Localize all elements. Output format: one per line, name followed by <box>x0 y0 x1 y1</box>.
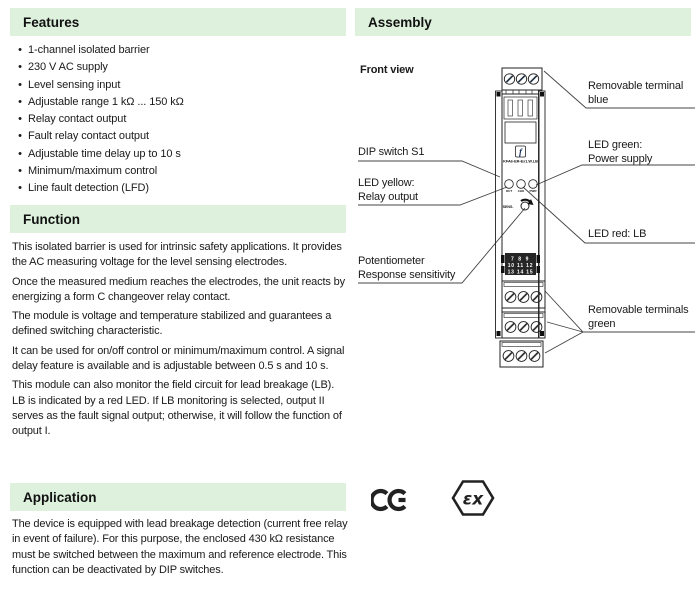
callout-terminals-green-1 <box>545 291 695 332</box>
led-label-out: OUT <box>505 189 513 193</box>
callout-terminals-green-2 <box>547 322 583 332</box>
function-paragraph: This isolated barrier is used for intrinsic safety applications. It provides the AC measuring voltage for the level sensing electrodes. <box>12 241 342 269</box>
feature-item <box>12 146 344 163</box>
collar-slot <box>528 100 533 116</box>
led-green-label-line1: LED green: <box>588 139 643 151</box>
screw-slot <box>531 353 538 360</box>
led-red-icon <box>517 180 526 189</box>
feature-text: • Line fault detection (LFD) <box>28 182 149 195</box>
led-yellow-label-line1: LED yellow: <box>358 177 415 189</box>
application-title: Application <box>23 489 97 505</box>
function-title: Function <box>23 211 80 227</box>
assembly-diagram <box>355 55 695 445</box>
feature-item <box>12 128 344 145</box>
terminal-blue-label-line1: Removable terminal <box>588 80 684 92</box>
feature-item <box>12 77 344 94</box>
application-header <box>10 483 346 511</box>
feature-item <box>12 94 344 111</box>
terminal-number-label <box>501 253 540 276</box>
device-model: KFA6-ER-Ex1.W.LB <box>503 159 538 164</box>
dip-switch-s1 <box>505 122 536 143</box>
feature-text: • Minimum/maximum control <box>28 165 158 178</box>
feature-text: • Fault relay contact output <box>28 130 149 143</box>
led-label-chk: CHK <box>517 189 525 193</box>
function-paragraph: Once the measured medium reaches the electrodes, the unit reacts by energizing a form C changeover relay contact. <box>12 275 345 303</box>
dip-row-2: 4 5 6 <box>508 136 533 142</box>
function-paragraph: The module is voltage and temperature stabilized and guarantees a defined switching characteristic. <box>12 310 332 338</box>
green-terminal-block-3 <box>500 341 543 367</box>
potentiometer-label-line2: Response sensitivity <box>358 268 456 281</box>
features-header <box>10 8 346 36</box>
feature-item <box>12 59 344 76</box>
led-yellow-icon <box>505 180 514 189</box>
feature-text: • 230 V AC supply <box>28 61 108 74</box>
screw-slot <box>518 353 525 360</box>
feature-text: • Adjustable time delay up to 10 s <box>28 147 181 160</box>
ce-letter-c <box>372 491 387 509</box>
screw-slot <box>506 76 512 82</box>
feature-text: • Adjustable range 1 kΩ ... 150 kΩ <box>28 95 184 108</box>
features-list <box>12 42 344 198</box>
terminal-strip <box>504 283 543 287</box>
callout-lines <box>358 71 695 353</box>
function-paragraph: This module can also monitor the field circuit for lead breakage (LB). LB is indicated by a red LED. If LB monitoring is selected, output II serves as the fault signal output; otherwise, it will follow the function of output I. <box>12 379 342 438</box>
screw-slot <box>507 294 514 301</box>
rail-notch <box>540 331 544 336</box>
terminals-green-label-line1: Removable terminals <box>588 304 689 316</box>
terminal-strip <box>502 343 541 347</box>
led-green-icon <box>529 180 538 189</box>
terminal-blue-leg <box>519 90 526 94</box>
function-header <box>10 205 346 233</box>
led-red-label: LED red: LB <box>588 228 647 240</box>
function-paragraph: It can be used for on/off control or minimum/maximum control. A signal delay feature is available and is adjustable between 0.5 s and 10 s. <box>12 344 345 373</box>
clamp-tab <box>537 266 541 273</box>
collar-slot <box>508 100 513 116</box>
front-view-label: Front view <box>360 64 414 76</box>
removable-terminal-blue <box>502 68 542 94</box>
callout-led-yellow <box>358 187 507 205</box>
terminal-row-3: 13 14 15 <box>507 269 534 276</box>
screw-slot <box>520 294 527 301</box>
terminal-blue-label-line2: blue <box>588 93 609 106</box>
rail-notch <box>497 92 501 97</box>
collar-slot <box>518 100 523 116</box>
callout-led-green <box>536 165 695 185</box>
terminal-blue-screws <box>504 74 538 84</box>
feature-item <box>12 111 344 128</box>
feature-text: • Level sensing input <box>28 78 121 91</box>
terminal-row-1: 7 8 9 <box>510 256 531 263</box>
terminal-row-2: 10 11 12 <box>507 263 534 269</box>
clamp-tab <box>537 255 541 263</box>
terminal-blue-leg <box>506 90 513 94</box>
potentiometer-icon <box>503 199 534 210</box>
callout-potentiometer <box>358 208 525 283</box>
led-yellow-label-line2: Relay output <box>358 190 418 203</box>
pot-knob <box>521 202 529 210</box>
body-collar <box>504 97 537 119</box>
dip-row-1: 1 2 3 <box>508 127 533 134</box>
logo-glyph: f <box>519 147 522 157</box>
feature-item <box>12 163 344 180</box>
screw-slot <box>518 76 524 82</box>
feature-text: • Relay contact output <box>28 113 127 126</box>
terminals-green-label-line2: green <box>588 317 616 330</box>
assembly-title: Assembly <box>368 14 432 30</box>
ex-glyph: εx <box>462 489 484 510</box>
features-title: Features <box>23 14 80 30</box>
feature-item <box>12 180 344 197</box>
application-paragraph: The device is equipped with lead breakage detection (current free relay in event of failure). For this purpose, the enclosed 430 kΩ resistance must be switched between the maximum and reference electrode. This function can be deactivated by DIP switches. <box>12 518 348 576</box>
pf-logo-icon <box>516 146 526 157</box>
screw-slot <box>505 353 512 360</box>
feature-item <box>12 42 344 59</box>
rail-notch <box>497 331 501 336</box>
led-green-label-line2: Power supply <box>588 152 653 165</box>
screw-slot <box>507 324 514 331</box>
application-text <box>12 517 348 582</box>
callout-led-red <box>523 187 695 243</box>
callout-terminal-blue <box>544 71 695 108</box>
clamp-tab <box>501 255 505 263</box>
rail-left <box>496 91 503 338</box>
screw-slot <box>520 324 527 331</box>
ex-mark-icon <box>451 477 495 521</box>
terminal-blue-leg <box>532 90 539 94</box>
callout-terminals-green-3 <box>545 332 583 353</box>
led-row <box>505 180 538 193</box>
sens-label: SENS. <box>502 205 514 209</box>
clamp-tab <box>501 266 505 273</box>
feature-text: • 1-channel isolated barrier <box>28 44 150 56</box>
ce-mark-icon <box>371 487 409 514</box>
potentiometer-label-line1: Potentiometer <box>358 255 425 267</box>
assembly-header <box>355 8 691 36</box>
terminal-strip <box>504 314 543 318</box>
rail-notch <box>540 92 544 97</box>
callout-dip-switch <box>358 161 500 177</box>
led-label-pwr: PWR <box>529 189 537 193</box>
function-text <box>12 240 348 444</box>
dip-switch-label: DIP switch S1 <box>358 146 425 158</box>
screw-slot <box>530 76 536 82</box>
